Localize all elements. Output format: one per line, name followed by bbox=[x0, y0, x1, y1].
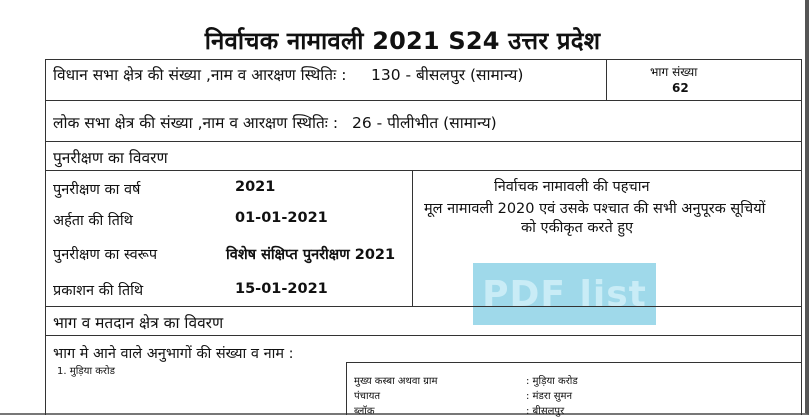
assembly-label: विधान सभा क्षेत्र की संख्या ,नाम व आरक्षण स्थितिः : bbox=[53, 66, 347, 84]
panchayat-value: : मंडरा सुमन bbox=[526, 391, 573, 402]
main-village-value: : मुड़िया करोड bbox=[526, 376, 578, 387]
publication-date-label: प्रकाशन की तिथि bbox=[53, 283, 144, 299]
block-value: : बीसलपुर bbox=[526, 406, 565, 417]
assembly-value: 130 - बीसलपुर (सामान्य) bbox=[371, 66, 524, 84]
roll-identity-heading: निर्वाचक नामावली की पहचान bbox=[494, 179, 650, 195]
part-number-value: 62 bbox=[672, 81, 689, 95]
part-number-cell bbox=[606, 59, 802, 101]
polling-area-subheading: भाग मे आने वाले अनुभागों की संख्या व नाम : bbox=[53, 346, 294, 362]
watermark-text: PDF list bbox=[482, 273, 647, 315]
page-title: निर्वाचक नामावली 2021 S24 उत्तर प्रदेश bbox=[204, 27, 601, 55]
polling-area-heading: भाग व मतदान क्षेत्र का विवरण bbox=[53, 314, 224, 332]
section-list-item: 1. मुड़िया करोड bbox=[57, 366, 115, 377]
revision-type-value: विशेष संक्षिप्त पुनरीक्षण 2021 bbox=[226, 247, 396, 263]
qualifying-date-value: 01-01-2021 bbox=[235, 210, 328, 226]
main-village-label: मुख्य कस्बा अथवा ग्राम bbox=[354, 376, 438, 387]
part-number-label: भाग संख्या bbox=[650, 65, 698, 79]
revision-year-value: 2021 bbox=[235, 179, 276, 195]
revision-type-label: पुनरीक्षण का स्वरूप bbox=[53, 247, 158, 263]
panchayat-label: पंचायत bbox=[354, 391, 381, 402]
parliament-value: 26 - पीलीभीत (सामान्य) bbox=[352, 114, 497, 132]
revision-heading: पुनरीक्षण का विवरण bbox=[53, 149, 168, 167]
roll-identity-text-line2: को एकीकृत करते हुए bbox=[521, 220, 634, 236]
block-label: ब्लॉक bbox=[354, 406, 375, 417]
publication-date-value: 15-01-2021 bbox=[235, 281, 328, 297]
roll-identity-text-line1: मूल नामावली 2020 एवं उसके पश्चात की सभी अनुपूरक सूचियों bbox=[424, 201, 766, 217]
parliament-label: लोक सभा क्षेत्र की संख्या ,नाम व आरक्षण स्थितिः : bbox=[53, 114, 339, 132]
revision-year-label: पुनरीक्षण का वर्ष bbox=[53, 182, 141, 198]
location-box bbox=[346, 362, 802, 415]
qualifying-date-label: अर्हता की तिथि bbox=[53, 213, 133, 229]
